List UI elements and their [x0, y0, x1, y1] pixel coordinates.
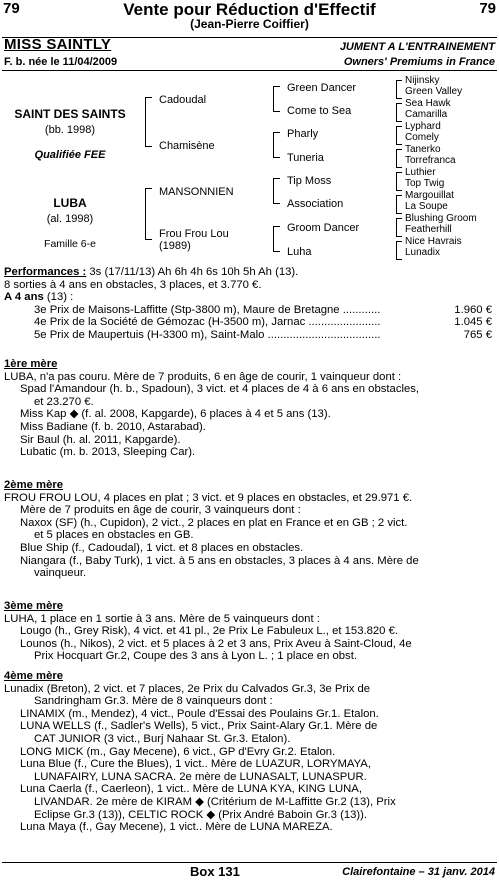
gen4-name: Green Valley	[405, 86, 463, 97]
bracket	[396, 80, 402, 99]
bracket	[396, 241, 402, 260]
text-line: Luna Caerla (f., Caerleon), 1 vict.. Mère de LUNA KYA, KING LUNA,	[20, 783, 362, 796]
bracket	[273, 226, 280, 252]
dam-dam-year: (1989)	[159, 240, 191, 252]
gen3-name: Tip Moss	[287, 175, 332, 187]
sire-name: SAINT DES SAINTS	[14, 107, 126, 121]
famille: Famille 6-e	[44, 238, 96, 250]
performances-section	[4, 266, 496, 342]
text-line: Eclipse Gr.3 (13)), CELTIC ROCK ◆ (Prix André Baboin Gr.3 (13)).	[34, 808, 368, 821]
text-line: Sir Baul (h. al. 2011, Kapgarde).	[20, 433, 181, 446]
sale-location-date: Clairefontaine – 31 janv. 2014	[342, 866, 495, 878]
text-line: Spad l'Amandour (h. b., Spadoun), 3 vict. et 4 places de 4 à 6 ans en obstacles,	[20, 383, 420, 396]
text-line: Lougo (h., Grey Risk), 4 vict. et 41 pl., 2e Prix Le Fabuleux L., et 153.820 €.	[20, 625, 399, 638]
bracket	[396, 172, 402, 191]
section-title: 2ème mère	[4, 479, 64, 491]
owners-premiums: Owners' Premiums in France	[343, 56, 495, 68]
gen4-name: Top Twig	[405, 178, 445, 189]
text-line: CAT JUNIOR (3 vict., Burj Nahaar St. Gr.3. Etalon).	[34, 732, 291, 745]
sale-subtitle: (Jean-Pierre Coiffier)	[190, 17, 309, 31]
horse-name: MISS SAINTLY	[4, 36, 112, 53]
section-title: 4ème mère	[4, 670, 64, 682]
text-line: Luna Blue (f., Cure the Blues), 1 vict.. Mère de LUAZUR, LORYMAYA,	[20, 758, 371, 771]
gen3-name: Luha	[287, 246, 312, 258]
mere2-section	[4, 479, 496, 580]
text-line: FROU FROU LOU, 4 places en plat ; 3 vict. et 9 places en obstacles, et 29.971 €.	[4, 491, 413, 504]
text-line: Miss Kap ◆ (f. al. 2008, Kapgarde), 6 places à 4 et 5 ans (13).	[20, 408, 331, 421]
gen4-name: Sea Hawk	[405, 98, 451, 109]
race-prize: 1.045 €	[454, 316, 492, 329]
text-line: LONG MICK (m., Gay Mecene), 6 vict., GP d'Evry Gr.2. Etalon.	[20, 745, 336, 758]
gen3-name: Tuneria	[287, 152, 324, 164]
bracket	[396, 149, 402, 168]
box-number: Box 131	[190, 864, 240, 879]
text-line: Niangara (f., Baby Turk), 1 vict. à 5 ans en obstacles, 3 places à 4 ans. Mère de	[20, 554, 419, 567]
dam-dam: Frou Frou Lou	[159, 228, 229, 240]
gen4-name: Margouillat	[405, 190, 454, 201]
bracket	[396, 195, 402, 214]
race-prize: 1.960 €	[454, 303, 492, 316]
gen4-name: Blushing Groom	[405, 213, 477, 224]
gen4-name: Nice Havrais	[405, 236, 462, 247]
gen3-name: Association	[287, 198, 344, 210]
text-line: Prix Hocquart Gr.2, Coupe des 3 ans à Lyon L. ; 1 place en obst.	[34, 650, 357, 663]
bracket	[145, 188, 152, 240]
text-line: Miss Badiane (f. b. 2010, Astarabad).	[20, 420, 206, 433]
divider	[2, 70, 497, 71]
gen4-name: Tanerko	[405, 144, 441, 155]
race-line: 5e Prix de Maupertuis (H-3300 m), Saint-Malo ....................................	[34, 328, 381, 341]
text-line: Blue Ship (f., Cadoudal), 1 vict. et 8 places en obstacles.	[20, 541, 304, 554]
age-label: A 4 ans	[4, 291, 44, 304]
gen3-name: Groom Dancer	[287, 222, 360, 234]
race-line: 3e Prix de Maisons-Laffitte (Stp-3800 m), Maure de Bretagne ............	[34, 303, 381, 316]
text-line: Lunadix (Breton), 2 vict. et 7 places, 2e Prix du Calvados Gr.3, 3e Prix de	[4, 682, 371, 695]
gen4-name: Featherhill	[405, 224, 452, 235]
text-line: et 23.270 €.	[34, 395, 94, 408]
text-line: LIVANDAR. 2e mère de KIRAM ◆ (Critérium de M-Laffitte Gr.2 (13), Prix	[34, 795, 396, 808]
gen4-name: La Soupe	[405, 201, 448, 212]
text-line: vainqueur.	[34, 567, 87, 580]
section-title: 1ère mère	[4, 358, 58, 370]
race-line: 4e Prix de la Société de Gémozac (H-3500 m), Jarnac .......................	[34, 316, 381, 329]
bracket	[396, 103, 402, 122]
text-line: et 5 places en obstacles en GB.	[34, 529, 194, 542]
text-line: Naxox (SF) (h., Cupidon), 2 vict., 2 places en plat en France et en GB ; 2 vict.	[20, 516, 408, 529]
text-line: LUHA, 1 place en 1 sortie à 3 ans. Mère de 5 vainqueurs dont :	[4, 612, 320, 625]
bracket	[145, 97, 152, 147]
performances-text: 3s (17/11/13) Ah 6h 4h 6s 10h 5h Ah (13).	[86, 266, 299, 278]
gen3-name: Pharly	[287, 128, 319, 140]
text-line: LUBA, n'a pas couru. Mère de 7 produits, 6 en âge de courir, 1 vainqueur dont :	[4, 370, 402, 383]
bracket	[396, 218, 402, 237]
gen4-name: Torrefranca	[405, 155, 456, 166]
text-line: LUNAFAIRY, LUNA SACRA. 2e mère de LUNASALT, LUNASPUR.	[34, 770, 367, 783]
bracket	[273, 132, 280, 158]
text-line: Luna Maya (f., Gay Mecene), 1 vict.. Mère de LUNA MAREZA.	[20, 821, 333, 834]
horse-info: F. b. née le 11/04/2009	[4, 56, 118, 68]
race-prize: 765 €	[463, 328, 492, 341]
dam-info: (al. 1998)	[46, 213, 94, 225]
text-line: LINAMIX (m., Mendez), 4 vict., Poule d'Essai des Poulains Gr.1. Etalon.	[20, 707, 379, 720]
sire-dam: Chamisène	[159, 140, 215, 152]
dam-sire: MANSONNIEN	[159, 186, 234, 198]
section-title: 3ème mère	[4, 600, 64, 612]
bracket	[396, 126, 402, 145]
text-line: LUNA WELLS (f., Sadler's Wells), 5 vict., Prix Saint-Alary Gr.1. Mère de	[20, 720, 378, 733]
gen4-name: Lyphard	[405, 121, 441, 132]
performances-summary: 8 sorties à 4 ans en obstacles, 3 places, et 3.770 €.	[4, 278, 262, 291]
bracket	[273, 178, 280, 204]
gen4-name: Lunadix	[405, 247, 441, 258]
gen4-name: Nijinsky	[405, 75, 440, 86]
gen4-name: Camarilla	[405, 109, 448, 120]
dam-name: LUBA	[53, 196, 87, 210]
text-line: Sandringham Gr.3. Mère de 8 vainqueurs dont :	[34, 695, 273, 708]
text-line: Mère de 7 produits en âge de courir, 3 vainqueurs dont :	[20, 504, 301, 517]
mere1-section	[4, 358, 496, 459]
page-number-left: 79	[3, 0, 20, 17]
gen4-name: Luthier	[405, 167, 436, 178]
text-line: Lubatic (m. b. 2013, Sleeping Car).	[20, 446, 196, 459]
sale-title: Vente pour Réduction d'Effectif	[123, 0, 376, 19]
performances-label: Performances :	[4, 266, 87, 278]
gen4-name: Comely	[405, 132, 439, 143]
age-year: (13) :	[43, 291, 74, 304]
gen3-name: Come to Sea	[287, 105, 352, 117]
page-number-right: 79	[479, 0, 496, 17]
sire-info: (bb. 1998)	[44, 124, 96, 136]
divider	[2, 862, 497, 863]
mere3-section	[4, 600, 496, 663]
qualifiee-fee: Qualifiée FEE	[34, 149, 106, 161]
bracket	[273, 86, 280, 112]
sire-sire: Cadoudal	[159, 94, 207, 106]
mere4-section	[4, 670, 496, 834]
horse-status: JUMENT A L'ENTRAINEMENT	[339, 41, 495, 53]
text-line: Lounos (h., Nikos), 2 vict. et 5 places à 2 et 3 ans, Prix Aveu à Saint-Cloud, 4e	[20, 637, 412, 650]
gen3-name: Green Dancer	[287, 82, 357, 94]
